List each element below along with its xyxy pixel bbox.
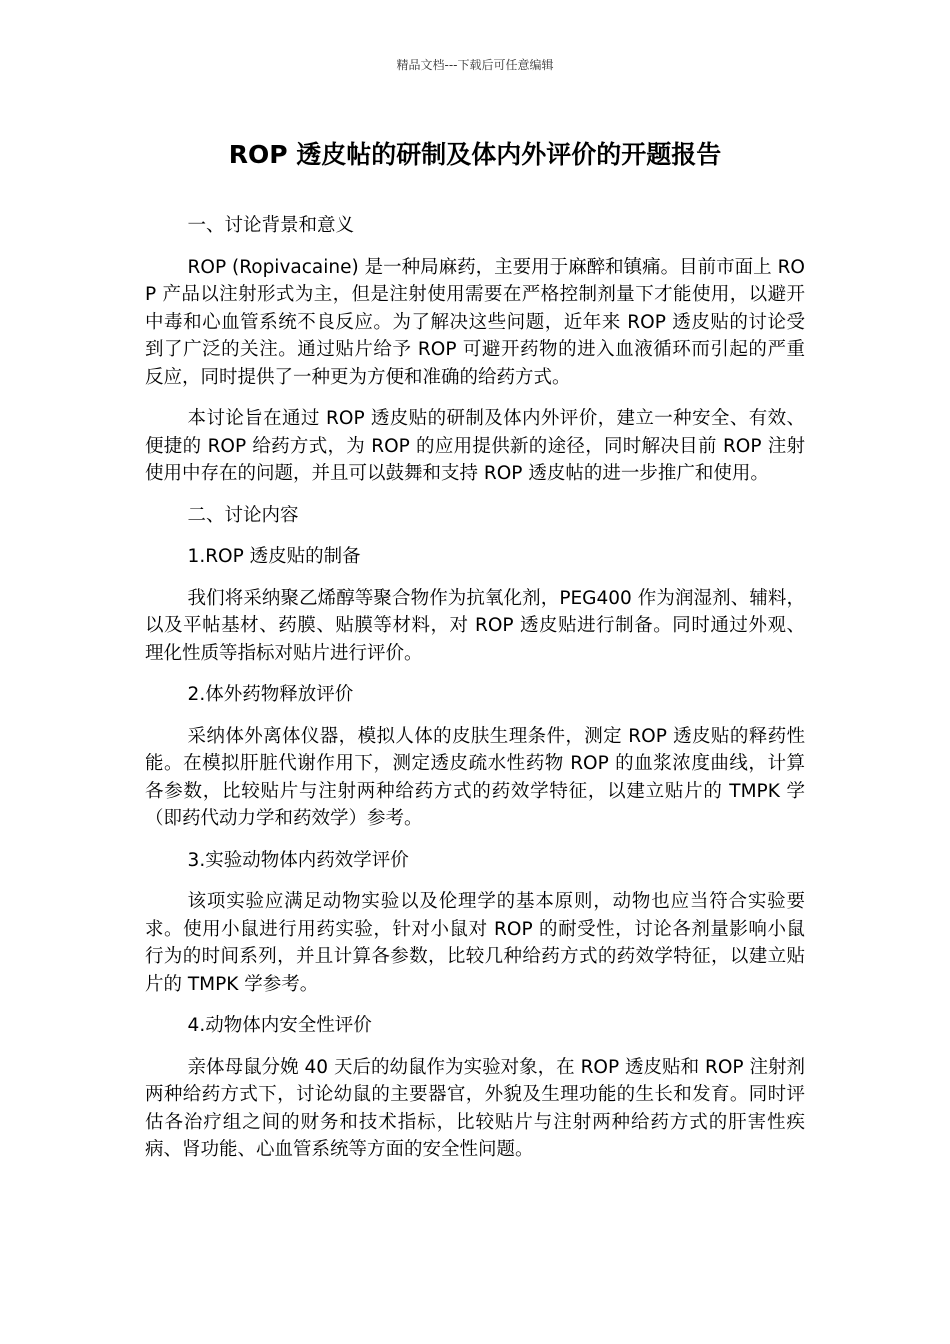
document-title: ROP 透皮帖的研制及体内外评价的开题报告 — [228, 140, 722, 169]
subheading-in-vitro-release: 2.体外药物释放评价 — [187, 684, 354, 705]
subheading-safety: 4.动物体内安全性评价 — [187, 1015, 372, 1036]
paragraph-in-vitro-release: 采纳体外离体仪器，模拟人体的皮肤生理条件，测定 ROP 透皮贴的释药性能。在模拟肝脏代谢作用下，测定透皮疏水性药物 ROP 的血浆浓度曲线，计算各参数，比较贴片与注射两种给药方式的药效学特征，以建立贴片的 TMPK 学（即药代动力学和药效学）参考。 — [145, 725, 805, 829]
subheading-preparation: 1.ROP 透皮贴的制备 — [187, 546, 361, 567]
document-body — [145, 212, 805, 1178]
paragraph-safety: 亲体母鼠分娩 40 天后的幼鼠作为实验对象，在 ROP 透皮贴和 ROP 注射剂两种给药方式下，讨论幼鼠的主要器官，外貌及生理功能的生长和发育。同时评估各治疗组之间的财务和技术指标，比较贴片与注射两种给药方式的肝害性疾病、肾功能、心血管系统等方面的安全性问题。 — [145, 1056, 805, 1160]
section-heading-content: 二、讨论内容 — [187, 504, 299, 526]
paragraph-pharmacodynamics: 该项实验应满足动物实验以及伦理学的基本原则，动物也应当符合实验要求。使用小鼠进行用药实验，针对小鼠对 ROP 的耐受性，讨论各剂量影响小鼠行为的时间系列，并且计算各参数，比较几种给药方式的药效学特征，以建立贴片的 TMPK 学参考。 — [145, 891, 805, 995]
page-header-watermark: 精品文档---下载后可任意编辑 — [396, 58, 554, 72]
paragraph-background-intro: ROP (Ropivacaine) 是一种局麻药，主要用于麻醉和镇痛。目前市面上 ROP 产品以注射形式为主，但是注射使用需要在严格控制剂量下才能使用，以避开中毒和心血管系统不良反应。为了解决这些问题，近年来 ROP 透皮贴的讨论受到了广泛的关注。通过贴片给予 ROP 可避开药物的进入血液循环而引起的严重反应，同时提供了一种更为方便和准确的给药方式。 — [145, 256, 805, 388]
subheading-pharmacodynamics: 3.实验动物体内药效学评价 — [187, 849, 409, 871]
paragraph-preparation: 我们将采纳聚乙烯醇等聚合物作为抗氧化剂，PEG400 作为润湿剂、辅料，以及平帖基材、药膜、贴膜等材料，对 ROP 透皮贴进行制备。同时通过外观、理化性质等指标对贴片进行评价。 — [145, 587, 805, 664]
paragraph-research-aim: 本讨论旨在通过 ROP 透皮贴的研制及体内外评价，建立一种安全、有效、便捷的 ROP 给药方式，为 ROP 的应用提供新的途径，同时解决目前 ROP 注射使用中存在的问题，并且可以鼓舞和支持 ROP 透皮帖的进一步推广和使用。 — [145, 408, 805, 484]
section-heading-background: 一、讨论背景和意义 — [187, 215, 355, 236]
